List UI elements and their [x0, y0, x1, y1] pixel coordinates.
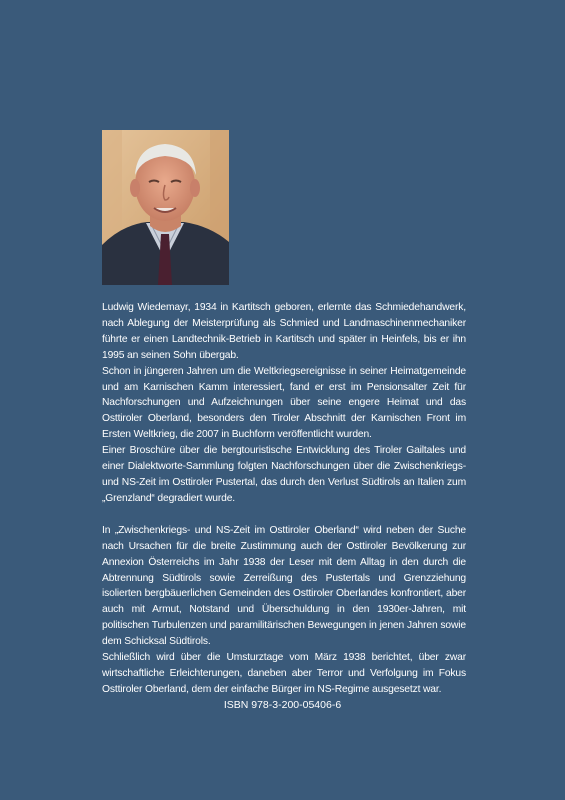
description-paragraph: Schließlich wird über die Umsturztage vom März 1938 berichtet, über zwar wirtschaftliche Erleichterungen, daneben aber Terror und Verfolgung im Fokus Osttiroler Oberland, dem der einfache Bürger im NS-Regime ausgesetzt war.	[102, 652, 466, 695]
biography-paragraph: Einer Broschüre über die bergtouristische Entwicklung des Tiroler Gailtales und einer Dialektworte-Sammlung folgten Nachforschungen über die Zwischenkriegs- und NS-Zeit im Osttiroler Pustertal, das durch den Verlust Südtirols an Italien zum „Grenzland“ degradiert wurde.	[102, 445, 466, 504]
text-body	[102, 300, 466, 698]
author-portrait	[102, 130, 229, 285]
isbn-number: ISBN 978-3-200-05406-6	[223, 699, 342, 711]
author-portrait-photo-icon	[102, 130, 229, 285]
biography-paragraph: Ludwig Wiedemayr, 1934 in Kartitsch geboren, erlernte das Schmiedehandwerk, nach Ablegung der Meisterprüfung als Schmied und Landmaschinenmechaniker führte er einen Landtechnik-Betrieb in Kartitsch und später in Heinfels, bis er ihn 1995 an seinen Sohn übergab.	[102, 302, 466, 361]
biography-paragraph: Schon in jüngeren Jahren um die Weltkriegsereignisse in seiner Heimatgemeinde und am Karnischen Kamm interessiert, fand er erst im Pensionsalter Zeit für Nachforschungen und Aufzeichnungen über seine engere Heimat und das Osttiroler Oberland, besonders den Tiroler Abschnitt der Karnischen Front im Ersten Weltkrieg, die 2007 in Buchform veröffentlicht wurden.	[102, 365, 466, 441]
description-paragraph: In „Zwischenkriegs- und NS-Zeit im Osttiroler Oberland“ wird neben der Suche nach Ursachen für die breite Zustimmung auch der Osttiroler Bevölkerung zur Annexion Österreichs im Jahr 1938 der Leser mit dem Alltag in den durch die Abtrennung Südtirols sowie Zerreißung des Pustertals und Grenzziehung isolierten bergbäuerlichen Gemeinden des Osttiroler Oberlandes konfrontiert, aber auch mit Armut, Notstand und Überschuldung in den 1930er-Jahren, mit politischen Turbulenzen und paramilitärischen Bewegungen in jenen Jahren sowie dem Schicksal Südtirols.	[102, 524, 466, 648]
